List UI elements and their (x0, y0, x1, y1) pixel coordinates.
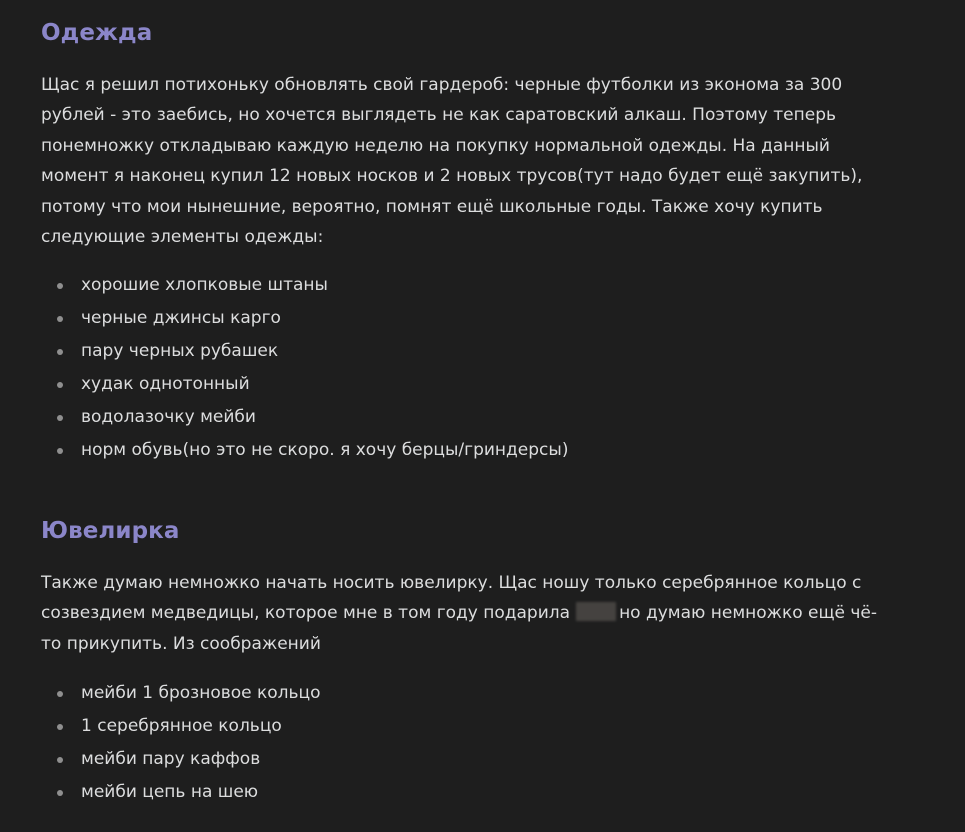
section-heading-clothes: Одежда (41, 20, 153, 46)
list-item-text: худак однотонный (81, 374, 250, 394)
paragraph-line (41, 598, 921, 628)
list-item-text: черные джинсы карго (81, 308, 281, 328)
section-heading-jewelry: Ювелирка (41, 518, 180, 544)
paragraph-text: но думаю немножко ещё чё- (619, 603, 878, 624)
list-item (41, 368, 568, 401)
clothes-paragraph (41, 70, 921, 252)
list-item (41, 434, 568, 467)
list-item-text: норм обувь(но это не скоро. я хочу берцы/гриндерсы) (81, 440, 569, 460)
bullet-icon (57, 448, 63, 454)
paragraph-line: Щас я решил потихоньку обновлять свой гардероб: черные футболки из эконома за 300 (41, 75, 843, 95)
list-item (41, 776, 321, 809)
jewelry-paragraph (41, 568, 921, 659)
bullet-icon (57, 382, 63, 388)
list-item-text: 1 серебрянное кольцо (81, 716, 282, 736)
clothes-list (41, 269, 568, 467)
list-item (41, 335, 568, 368)
list-item-text: пару черных рубашек (81, 341, 279, 361)
paragraph-line: то прикупить. Из соображений (41, 633, 321, 654)
list-item-text: мейби цепь на шею (81, 782, 259, 802)
bullet-icon (57, 349, 63, 355)
bullet-icon (57, 415, 63, 421)
list-item (41, 677, 321, 710)
list-item (41, 302, 568, 335)
paragraph-line: потому что мои нынешние, вероятно, помнят ещё школьные годы. Также хочу купить (41, 196, 823, 217)
list-item (41, 710, 321, 743)
bullet-icon (57, 790, 63, 796)
list-item-text: хорошие хлопковые штаны (81, 275, 328, 295)
list-item (41, 401, 568, 434)
list-item-text: водолазочку мейби (81, 407, 256, 427)
paragraph-line: момент я наконец купил 12 новых носков и 2 новых трусов(тут надо будет ещё закупить), (41, 166, 863, 187)
list-item (41, 269, 568, 302)
bullet-icon (57, 757, 63, 763)
paragraph-line: понемножку откладываю каждую неделю на покупку нормальной одежды. На данный (41, 135, 830, 156)
list-item-text: мейби 1 брозновое кольцо (81, 683, 321, 703)
bullet-icon (57, 691, 63, 697)
bullet-icon (57, 283, 63, 289)
paragraph-line: рублей - это заебись, но хочется выглядеть не как саратовский алкаш. Поэтому теперь (41, 105, 837, 126)
bullet-icon (57, 316, 63, 322)
paragraph-line: Также думаю немножко начать носить ювелирку. Щас ношу только серебрянное кольцо с (41, 573, 862, 593)
paragraph-text: созвездием медведицы, которое мне в том году подарила (41, 603, 571, 624)
jewelry-list (41, 677, 321, 809)
list-item (41, 743, 321, 776)
paragraph-line: следующие элементы одежды: (41, 227, 324, 248)
redacted-name (576, 602, 616, 621)
list-item-text: мейби пару каффов (81, 749, 261, 769)
bullet-icon (57, 724, 63, 730)
